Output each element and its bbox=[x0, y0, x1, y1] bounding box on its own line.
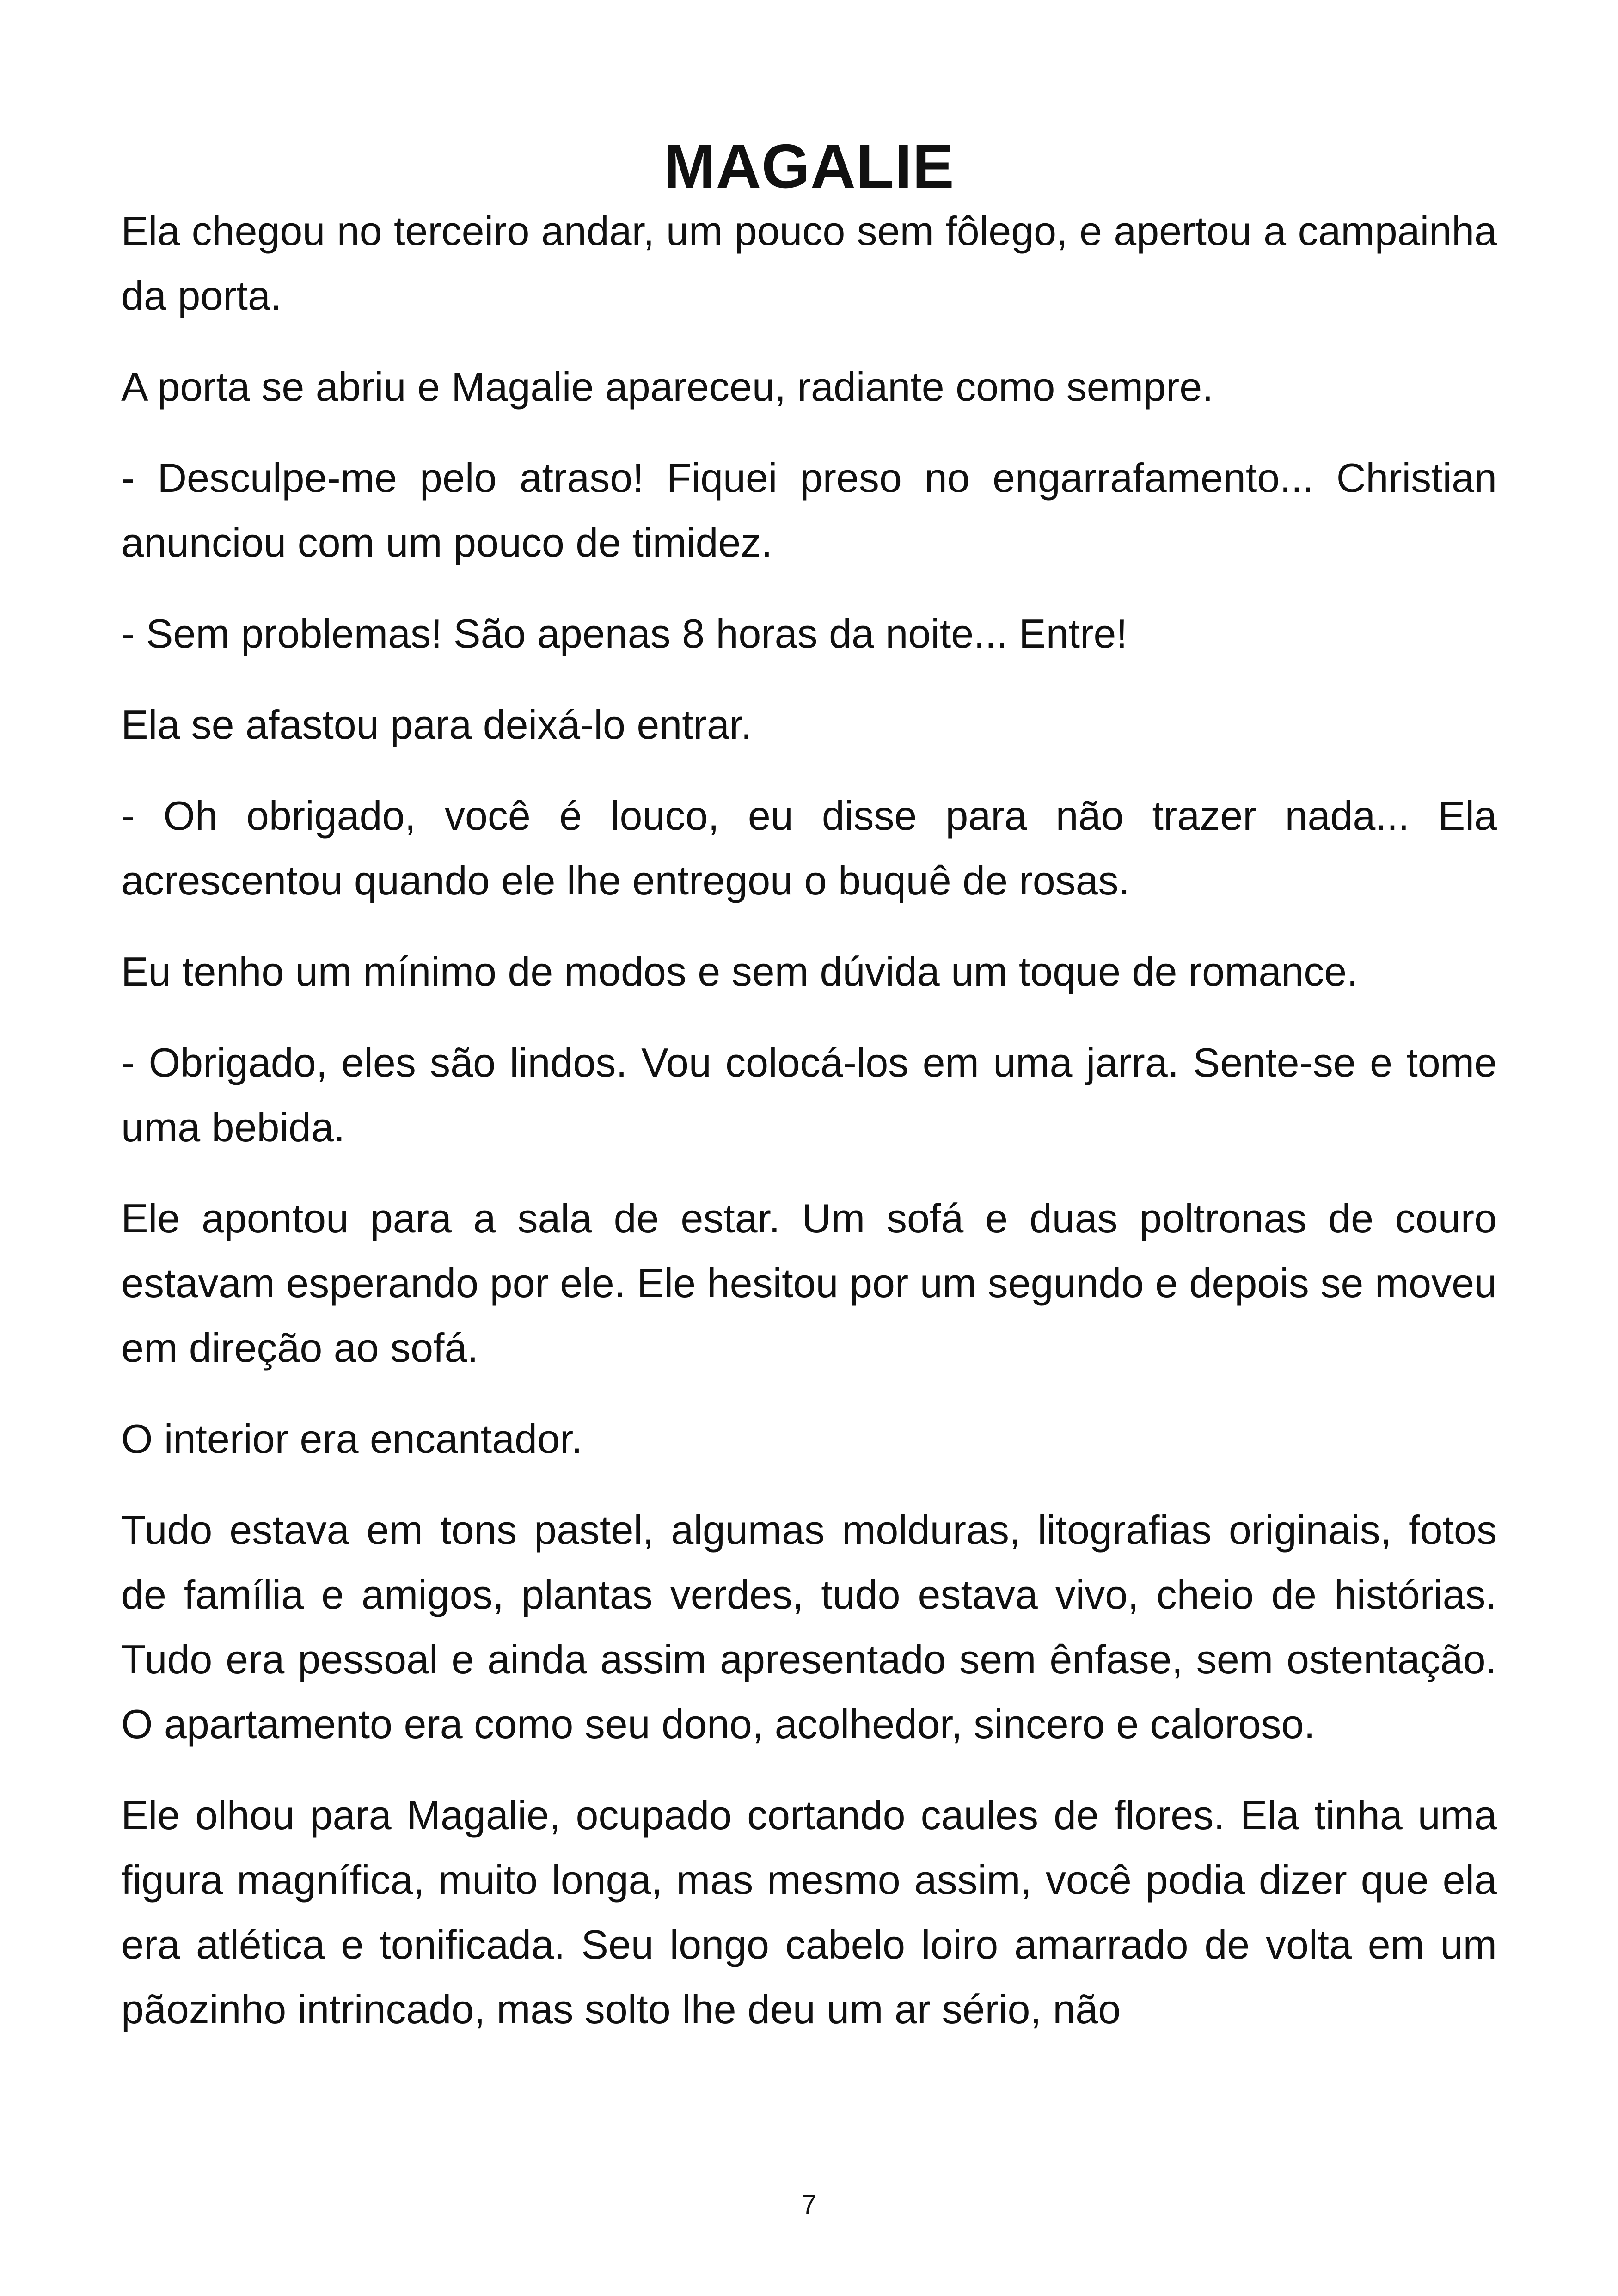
paragraph: Tudo estava em tons pastel, algumas molduras, litografias originais, fotos de família e amigos, plantas verdes, tudo estava vivo, cheio de histórias. Tudo era pessoal e ainda assim apresentado sem ênfase, sem ostentação. O apartamento era como seu dono, acolhedor, sincero e caloroso. bbox=[121, 1507, 1497, 1747]
chapter-title: MAGALIE bbox=[663, 131, 955, 202]
paragraph: Eu tenho um mínimo de modos e sem dúvida um toque de romance. bbox=[121, 949, 1358, 994]
paragraph: Ela chegou no terceiro andar, um pouco sem fôlego, e apertou a campainha da porta. bbox=[121, 208, 1497, 318]
paragraph: Ele apontou para a sala de estar. Um sofá e duas poltronas de couro estavam esperando por ele. Ele hesitou por um segundo e depois se moveu em direção ao sofá. bbox=[121, 1195, 1497, 1371]
page-number: 7 bbox=[801, 2190, 817, 2220]
paragraph: Ele olhou para Magalie, ocupado cortando caules de flores. Ela tinha uma figura magnífica, muito longa, mas mesmo assim, você podia dizer que ela era atlética e tonificada. Seu longo cabelo loiro amarrado de volta em um pãozinho intrincado, mas solto lhe deu um ar sério, não bbox=[121, 1792, 1497, 2032]
paragraph: - Oh obrigado, você é louco, eu disse para não trazer nada... Ela acrescentou quando ele lhe entregou o buquê de rosas. bbox=[121, 793, 1497, 903]
paragraph: - Desculpe-me pelo atraso! Fiquei preso no engarrafamento... Christian anunciou com um pouco de timidez. bbox=[121, 455, 1497, 565]
paragraph: - Obrigado, eles são lindos. Vou colocá-los em uma jarra. Sente-se e tome uma bebida. bbox=[121, 1040, 1497, 1150]
paragraph: A porta se abriu e Magalie apareceu, radiante como sempre. bbox=[121, 364, 1214, 410]
paragraph: - Sem problemas! São apenas 8 horas da noite... Entre! bbox=[121, 611, 1128, 656]
paragraph: O interior era encantador. bbox=[121, 1416, 582, 1462]
body-text bbox=[121, 199, 1497, 2042]
paragraph: Ela se afastou para deixá-lo entrar. bbox=[121, 702, 752, 747]
